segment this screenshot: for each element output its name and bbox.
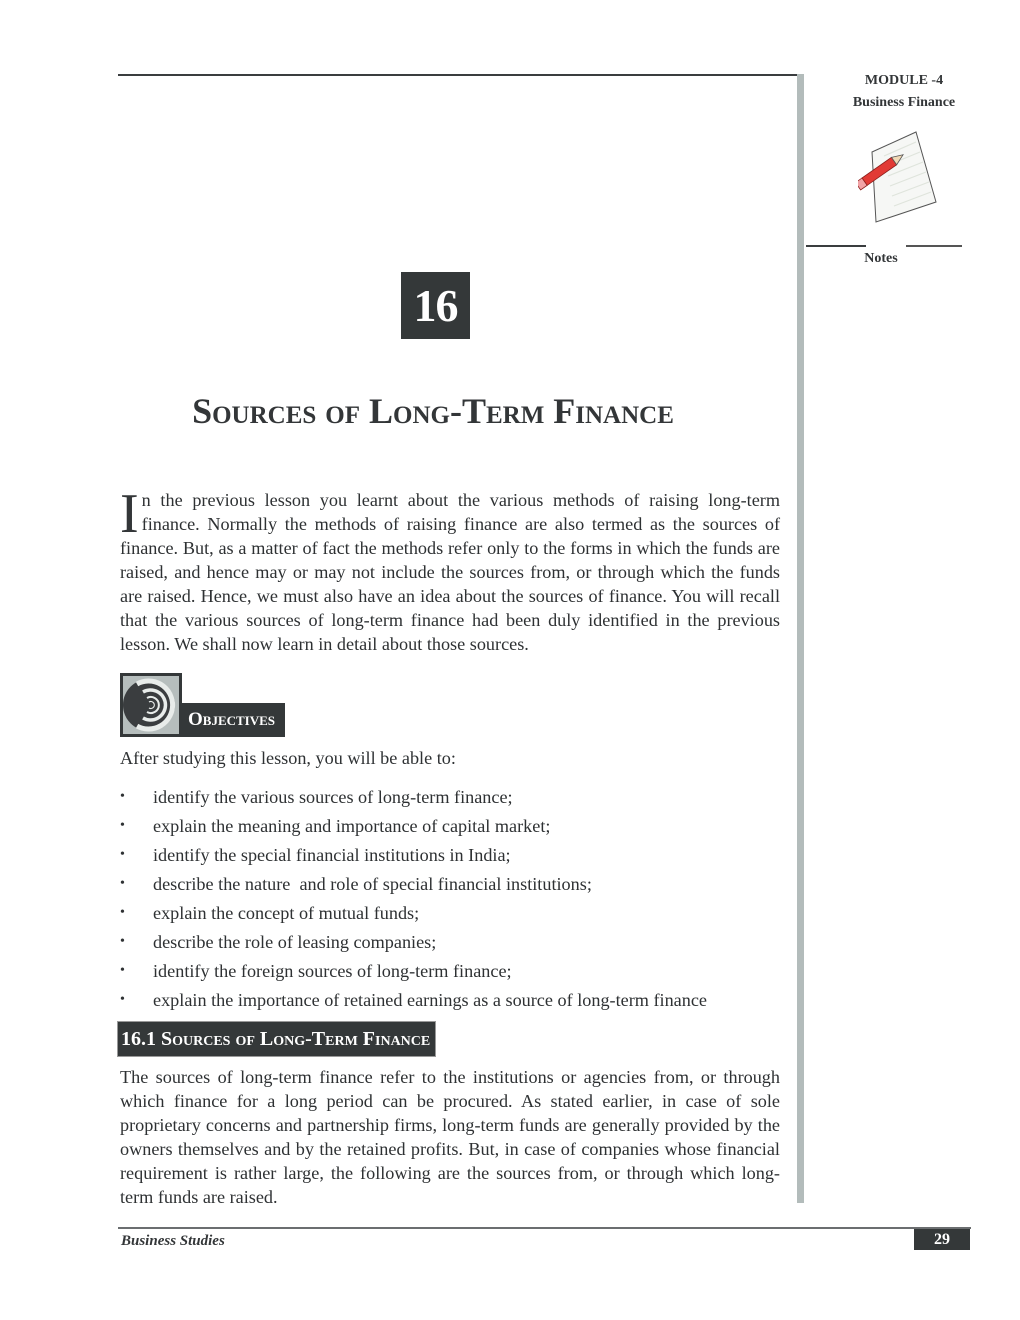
pencil-on-paper-icon bbox=[858, 120, 938, 230]
list-item: • identify the foreign sources of long-term finance; bbox=[120, 958, 707, 987]
bullet-icon: • bbox=[120, 992, 125, 1007]
chapter-title: Sources of Long-Term Finance bbox=[192, 391, 674, 431]
section-paragraph: The sources of long-term finance refer to the institutions or agencies from, or through which finance for a long period can be procured. As stated earlier, in case of sole proprietary concerns and partnership firms, long-term funds are generally provided by the owners themselves and by the retained profits. But, in case of companies whose financial requirement is rather large, the following are the sources from, or through which long-term funds are raised. bbox=[120, 1067, 780, 1207]
margin-panel bbox=[806, 70, 1002, 266]
section-number: 16.1 bbox=[121, 1028, 156, 1050]
notes-rule-left bbox=[806, 245, 866, 247]
bullet-icon: • bbox=[120, 818, 125, 833]
list-item: • explain the concept of mutual funds; bbox=[120, 900, 707, 929]
bullet-icon: • bbox=[120, 789, 125, 804]
target-spiral-icon bbox=[120, 673, 182, 737]
section-heading bbox=[117, 1021, 436, 1057]
list-item: • describe the nature and role of special financial institutions; bbox=[120, 871, 707, 900]
module-label: MODULE -4 bbox=[864, 73, 944, 88]
chapter-number: 16 bbox=[401, 272, 470, 339]
list-item: • identify the various sources of long-term finance; bbox=[120, 784, 707, 813]
section-title: Sources of Long-Term Finance bbox=[161, 1028, 431, 1050]
bullet-icon: • bbox=[120, 847, 125, 862]
page-number: 29 bbox=[914, 1229, 970, 1250]
bullet-icon: • bbox=[120, 934, 125, 949]
unit-label: Business Finance bbox=[852, 95, 956, 110]
list-item: • describe the role of leasing companies; bbox=[120, 929, 707, 958]
list-item: • explain the importance of retained earnings as a source of long-term finance bbox=[120, 987, 707, 1016]
list-item: • identify the special financial institutions in India; bbox=[120, 842, 707, 871]
objectives-heading bbox=[120, 673, 320, 739]
notes-area bbox=[806, 114, 1002, 266]
drop-cap: I bbox=[120, 483, 139, 545]
notes-label: Notes bbox=[864, 251, 898, 266]
footer-rule bbox=[118, 1227, 971, 1229]
list-item: • explain the meaning and importance of capital market; bbox=[120, 813, 707, 842]
bullet-icon: • bbox=[120, 963, 125, 978]
objectives-label: Objectives bbox=[182, 703, 285, 737]
header-rule bbox=[118, 74, 802, 76]
bullet-icon: • bbox=[120, 876, 125, 891]
objectives-intro: After studying this lesson, you will be able to: bbox=[120, 748, 456, 768]
margin-divider-bar bbox=[797, 74, 804, 1203]
book-title: Business Studies bbox=[121, 1233, 225, 1249]
intro-text: n the previous lesson you learnt about the various methods of raising long-term finance. Normally the methods of raising finance are also termed as the sources of finance. But, as a matter of fact the methods refer only to the forms in which the funds are raised, and hence may or may not include the sources from, or through which the funds are raised. Hence, we must also have an idea about the sources of finance. You will recall that the various sources of long-term finance had been duly identified in the previous lesson. We shall now learn in detail about those sources. bbox=[120, 490, 780, 654]
notes-rule-right bbox=[906, 245, 962, 247]
objectives-list bbox=[120, 784, 707, 1016]
intro-paragraph bbox=[120, 483, 780, 656]
bullet-icon: • bbox=[120, 905, 125, 920]
